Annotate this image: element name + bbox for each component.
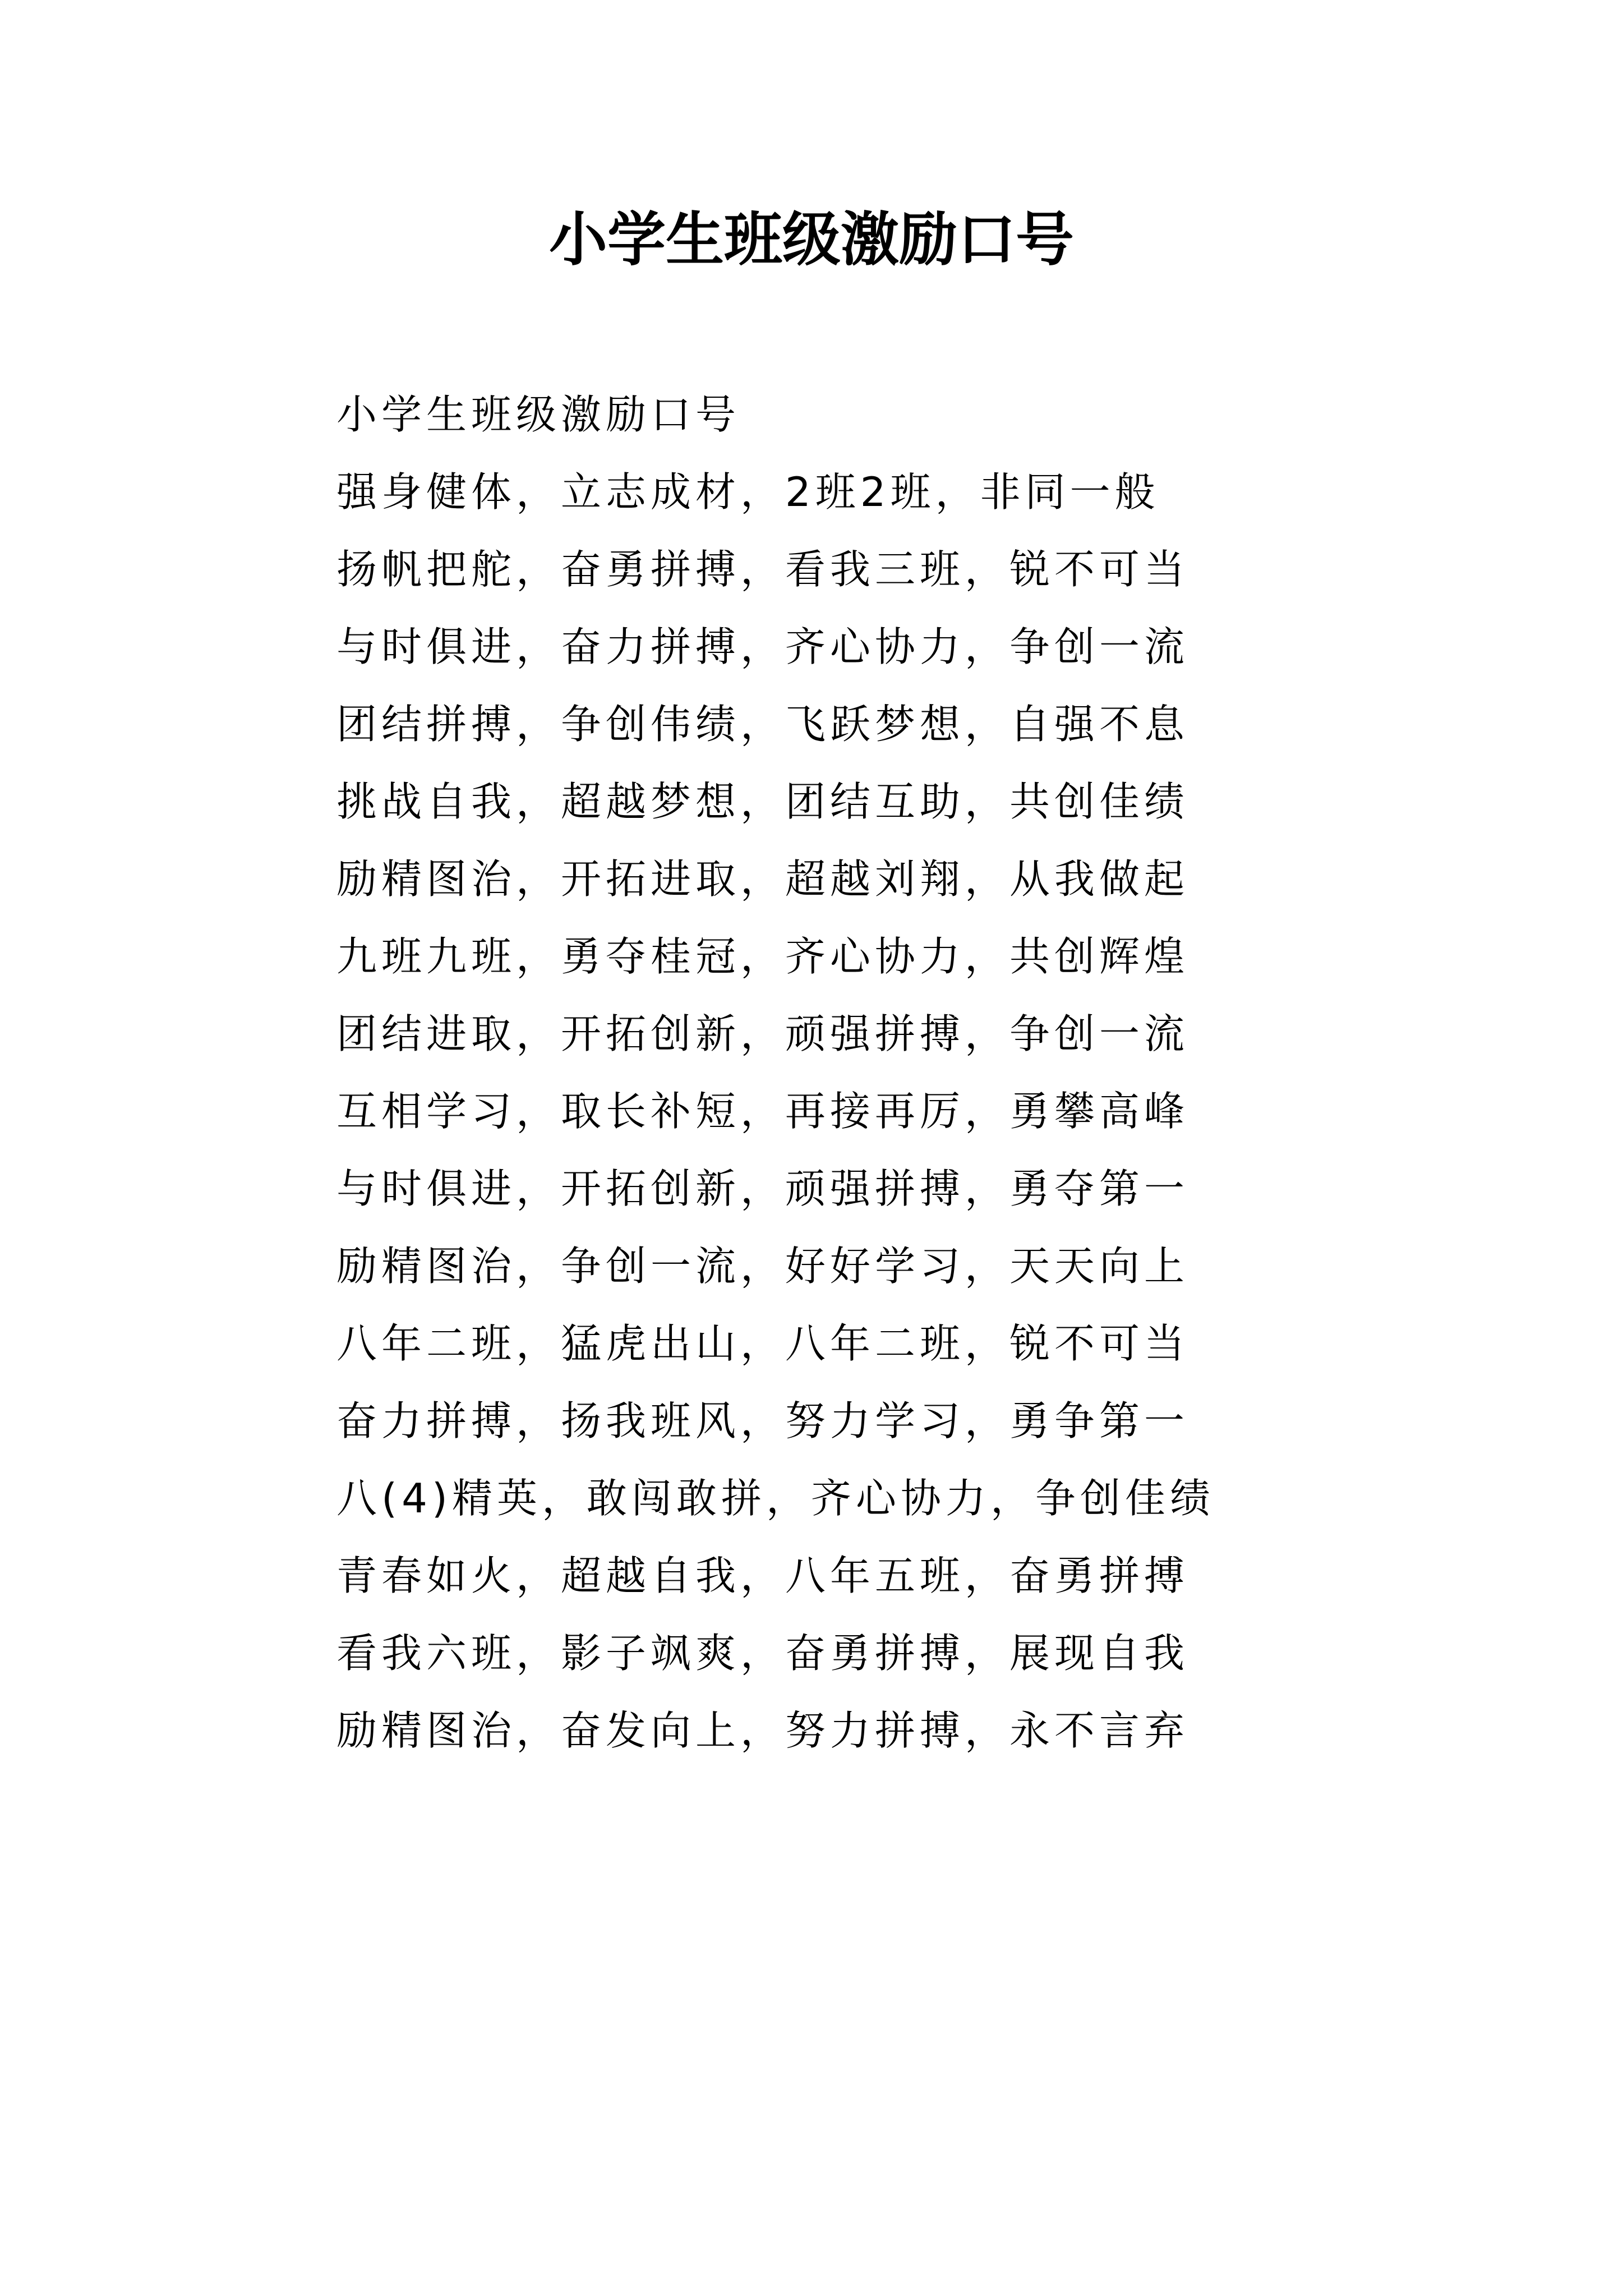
slogan-line: 看我六班，影子飒爽，奋勇拼搏，展现自我 xyxy=(336,1630,1189,1677)
slogan-line: 互相学习，取长补短，再接再厉，勇攀高峰 xyxy=(336,1088,1189,1135)
slogan-line: 励精图治，奋发向上，努力拼搏，永不言弃 xyxy=(336,1707,1189,1754)
slogan-line: 青春如火，超越自我，八年五班，奋勇拼搏 xyxy=(336,1552,1189,1599)
slogan-line: 八(4)精英，敢闯敢拼，齐心协力，争创佳绩 xyxy=(336,1475,1215,1522)
slogan-line: 强身健体，立志成材，2班2班，非同一般 xyxy=(336,468,1160,516)
slogan-line: 扬帆把舵，奋勇拼搏，看我三班，锐不可当 xyxy=(336,546,1189,593)
slogan-line: 团结进取，开拓创新，顽强拼搏，争创一流 xyxy=(336,1010,1189,1057)
slogan-line: 励精图治，开拓进取，超越刘翔，从我做起 xyxy=(336,855,1189,903)
slogan-line: 与时俱进，开拓创新，顽强拼搏，勇夺第一 xyxy=(336,1165,1189,1212)
slogan-line: 与时俱进，奋力拼搏，齐心协力，争创一流 xyxy=(336,623,1189,670)
slogan-line: 励精图治，争创一流，好好学习，天天向上 xyxy=(336,1243,1189,1290)
slogan-list xyxy=(336,376,1570,1769)
slogan-line: 九班九班，勇夺桂冠，齐心协力，共创辉煌 xyxy=(336,933,1189,980)
slogan-line: 团结拼搏，争创伟绩，飞跃梦想，自强不息 xyxy=(336,701,1189,748)
page-title: 小学生班级激励口号 xyxy=(548,205,1074,274)
slogan-line: 八年二班，猛虎出山，八年二班，锐不可当 xyxy=(336,1320,1189,1367)
slogan-line: 奋力拼搏，扬我班风，努力学习，勇争第一 xyxy=(336,1397,1189,1444)
slogan-line: 挑战自我，超越梦想，团结互助，共创佳绩 xyxy=(336,778,1189,825)
slogan-subtitle: 小学生班级激励口号 xyxy=(336,391,741,438)
